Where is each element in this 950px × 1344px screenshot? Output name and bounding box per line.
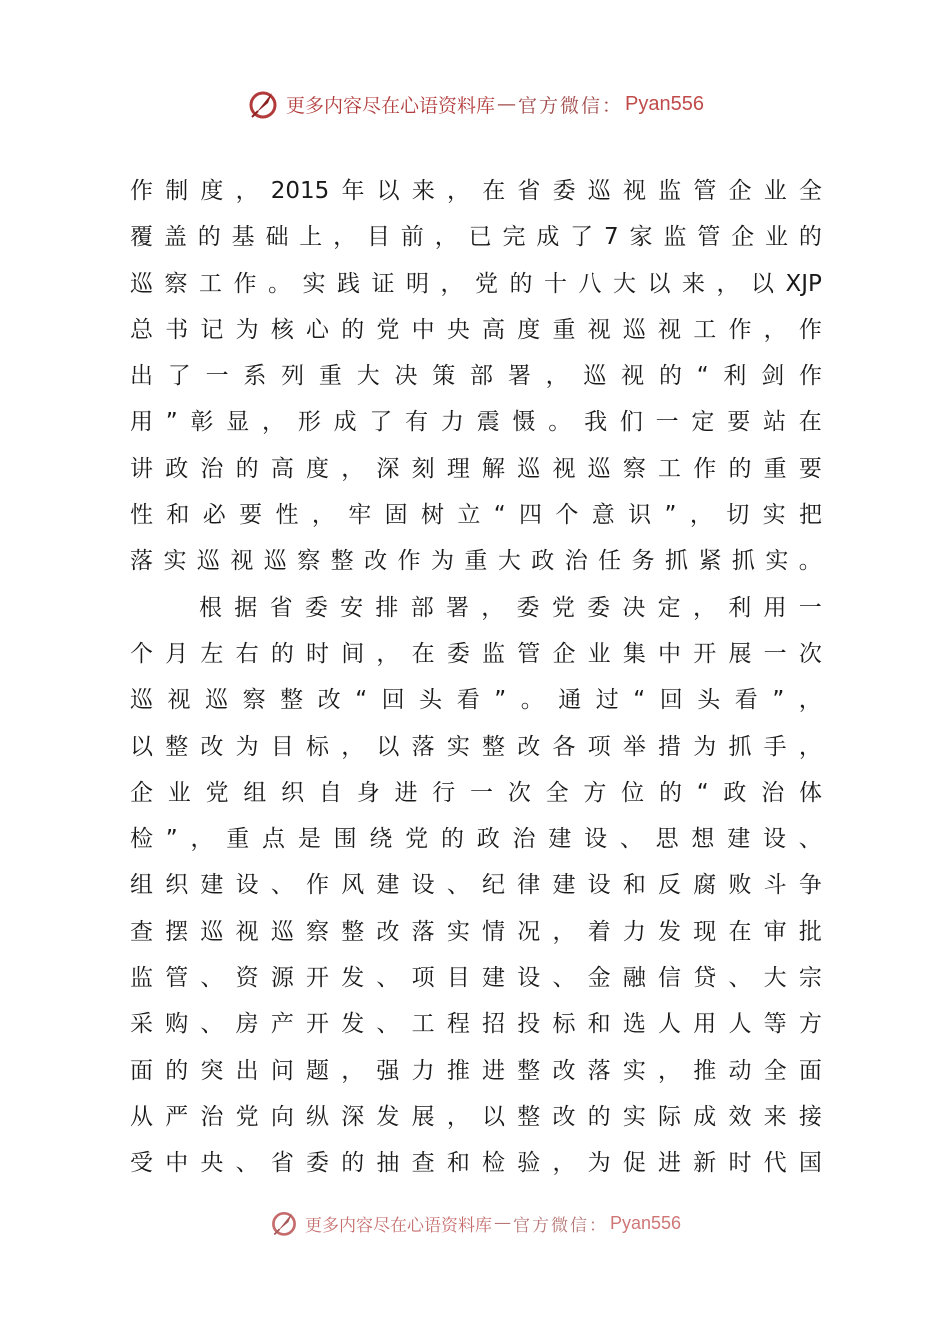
paragraph-first-line: 根 据 省 委 安 排 部 署 ， 委 党 委 决 定 ， 利 用 一 bbox=[199, 594, 822, 621]
text-line: 总 书 记 为 核 心 的 党 中 央 高 度 重 视 巡 视 工 作 ， 作 bbox=[130, 316, 822, 343]
text-line: 落 实 巡 视 巡 察 整 改 作 为 重 大 政 治 任 务 抓 紧 抓 实 。 bbox=[130, 548, 822, 575]
text-line: 讲 政 治 的 高 度 ， 深 刻 理 解 巡 视 巡 察 工 作 的 重 要 bbox=[130, 455, 822, 482]
text-line: 企 业 党 组 织 自 身 进 行 一 次 全 方 位 的 “ 政 治 体 bbox=[130, 779, 822, 806]
text-line: 用 ” 彰 显 ， 形 成 了 有 力 震 慑 。 我 们 一 定 要 站 在 bbox=[130, 409, 822, 436]
text-line: 面 的 突 出 问 题 ， 强 力 推 进 整 改 落 实 ， 推 动 全 面 bbox=[130, 1057, 822, 1084]
text-line: 采 购 、 房 产 开 发 、 工 程 招 投 标 和 选 人 用 人 等 方 bbox=[130, 1011, 822, 1038]
quill-logo-icon bbox=[246, 87, 280, 121]
header-site-text: 更多内容尽在心语资料库 bbox=[286, 94, 496, 117]
footer-wechat-id: Pyan556 bbox=[609, 1212, 682, 1233]
text-line: 个 月 左 右 的 时 间 ， 在 委 监 管 企 业 集 中 开 展 一 次 bbox=[130, 640, 822, 667]
header-wechat-id: Pyan556 bbox=[625, 92, 704, 115]
text-line: 性 和 必 要 性 ， 牢 固 树 立 “ 四 个 意 识 ” ， 切 实 把 bbox=[130, 502, 822, 529]
text-line: 组 织 建 设 、 作 风 建 设 、 纪 律 建 设 和 反 腐 败 斗 争 bbox=[130, 872, 822, 899]
text-line: 覆 盖 的 基 础 上 ， 目 前 ， 已 完 成 了 7 家 监 管 企 业 的 bbox=[130, 224, 822, 251]
text-line: 巡 视 巡 察 整 改 “ 回 头 看 ” 。 通 过 “ 回 头 看 ” ， bbox=[130, 687, 822, 714]
text-line: 巡 察 工 作 。 实 践 证 明 ， 党 的 十 八 大 以 来 ， 以 XJP bbox=[130, 270, 822, 297]
document-body bbox=[130, 168, 822, 1187]
text-line: 受 中 央 、 省 委 的 抽 查 和 检 验 ， 为 促 进 新 时 代 国 bbox=[130, 1150, 822, 1177]
footer-site-text: 更多内容尽在心语资料库 bbox=[304, 1215, 492, 1236]
text-line: 以 整 改 为 目 标 ， 以 落 实 整 改 各 项 举 措 为 抓 手 ， bbox=[130, 733, 822, 760]
text-line: 监 管 、 资 源 开 发 、 项 目 建 设 、 金 融 信 贷 、 大 宗 bbox=[130, 965, 822, 992]
text-line: 查 摆 巡 视 巡 察 整 改 落 实 情 况 ， 着 力 发 现 在 审 批 bbox=[130, 918, 822, 945]
text-line: 出 了 一 系 列 重 大 决 策 部 署 ， 巡 视 的 “ 利 剑 作 bbox=[130, 363, 822, 390]
footer-separator: — bbox=[493, 1213, 511, 1233]
header-wechat-label: 官方微信： bbox=[518, 94, 624, 117]
text-line: 作 制 度 ， 2015 年 以 来 ， 在 省 委 巡 视 监 管 企 业 全 bbox=[130, 178, 822, 204]
quill-logo-icon bbox=[269, 1208, 299, 1238]
page-header-banner bbox=[0, 84, 950, 124]
header-separator: — bbox=[497, 93, 517, 115]
text-line: 从 严 治 党 向 纵 深 发 展 ， 以 整 改 的 实 际 成 效 来 接 bbox=[130, 1103, 822, 1130]
footer-wechat-label: 官方微信： bbox=[512, 1215, 608, 1236]
page-footer-banner bbox=[0, 1206, 950, 1240]
text-line: 检 ” ， 重 点 是 围 绕 党 的 政 治 建 设 、 思 想 建 设 、 bbox=[130, 826, 822, 853]
